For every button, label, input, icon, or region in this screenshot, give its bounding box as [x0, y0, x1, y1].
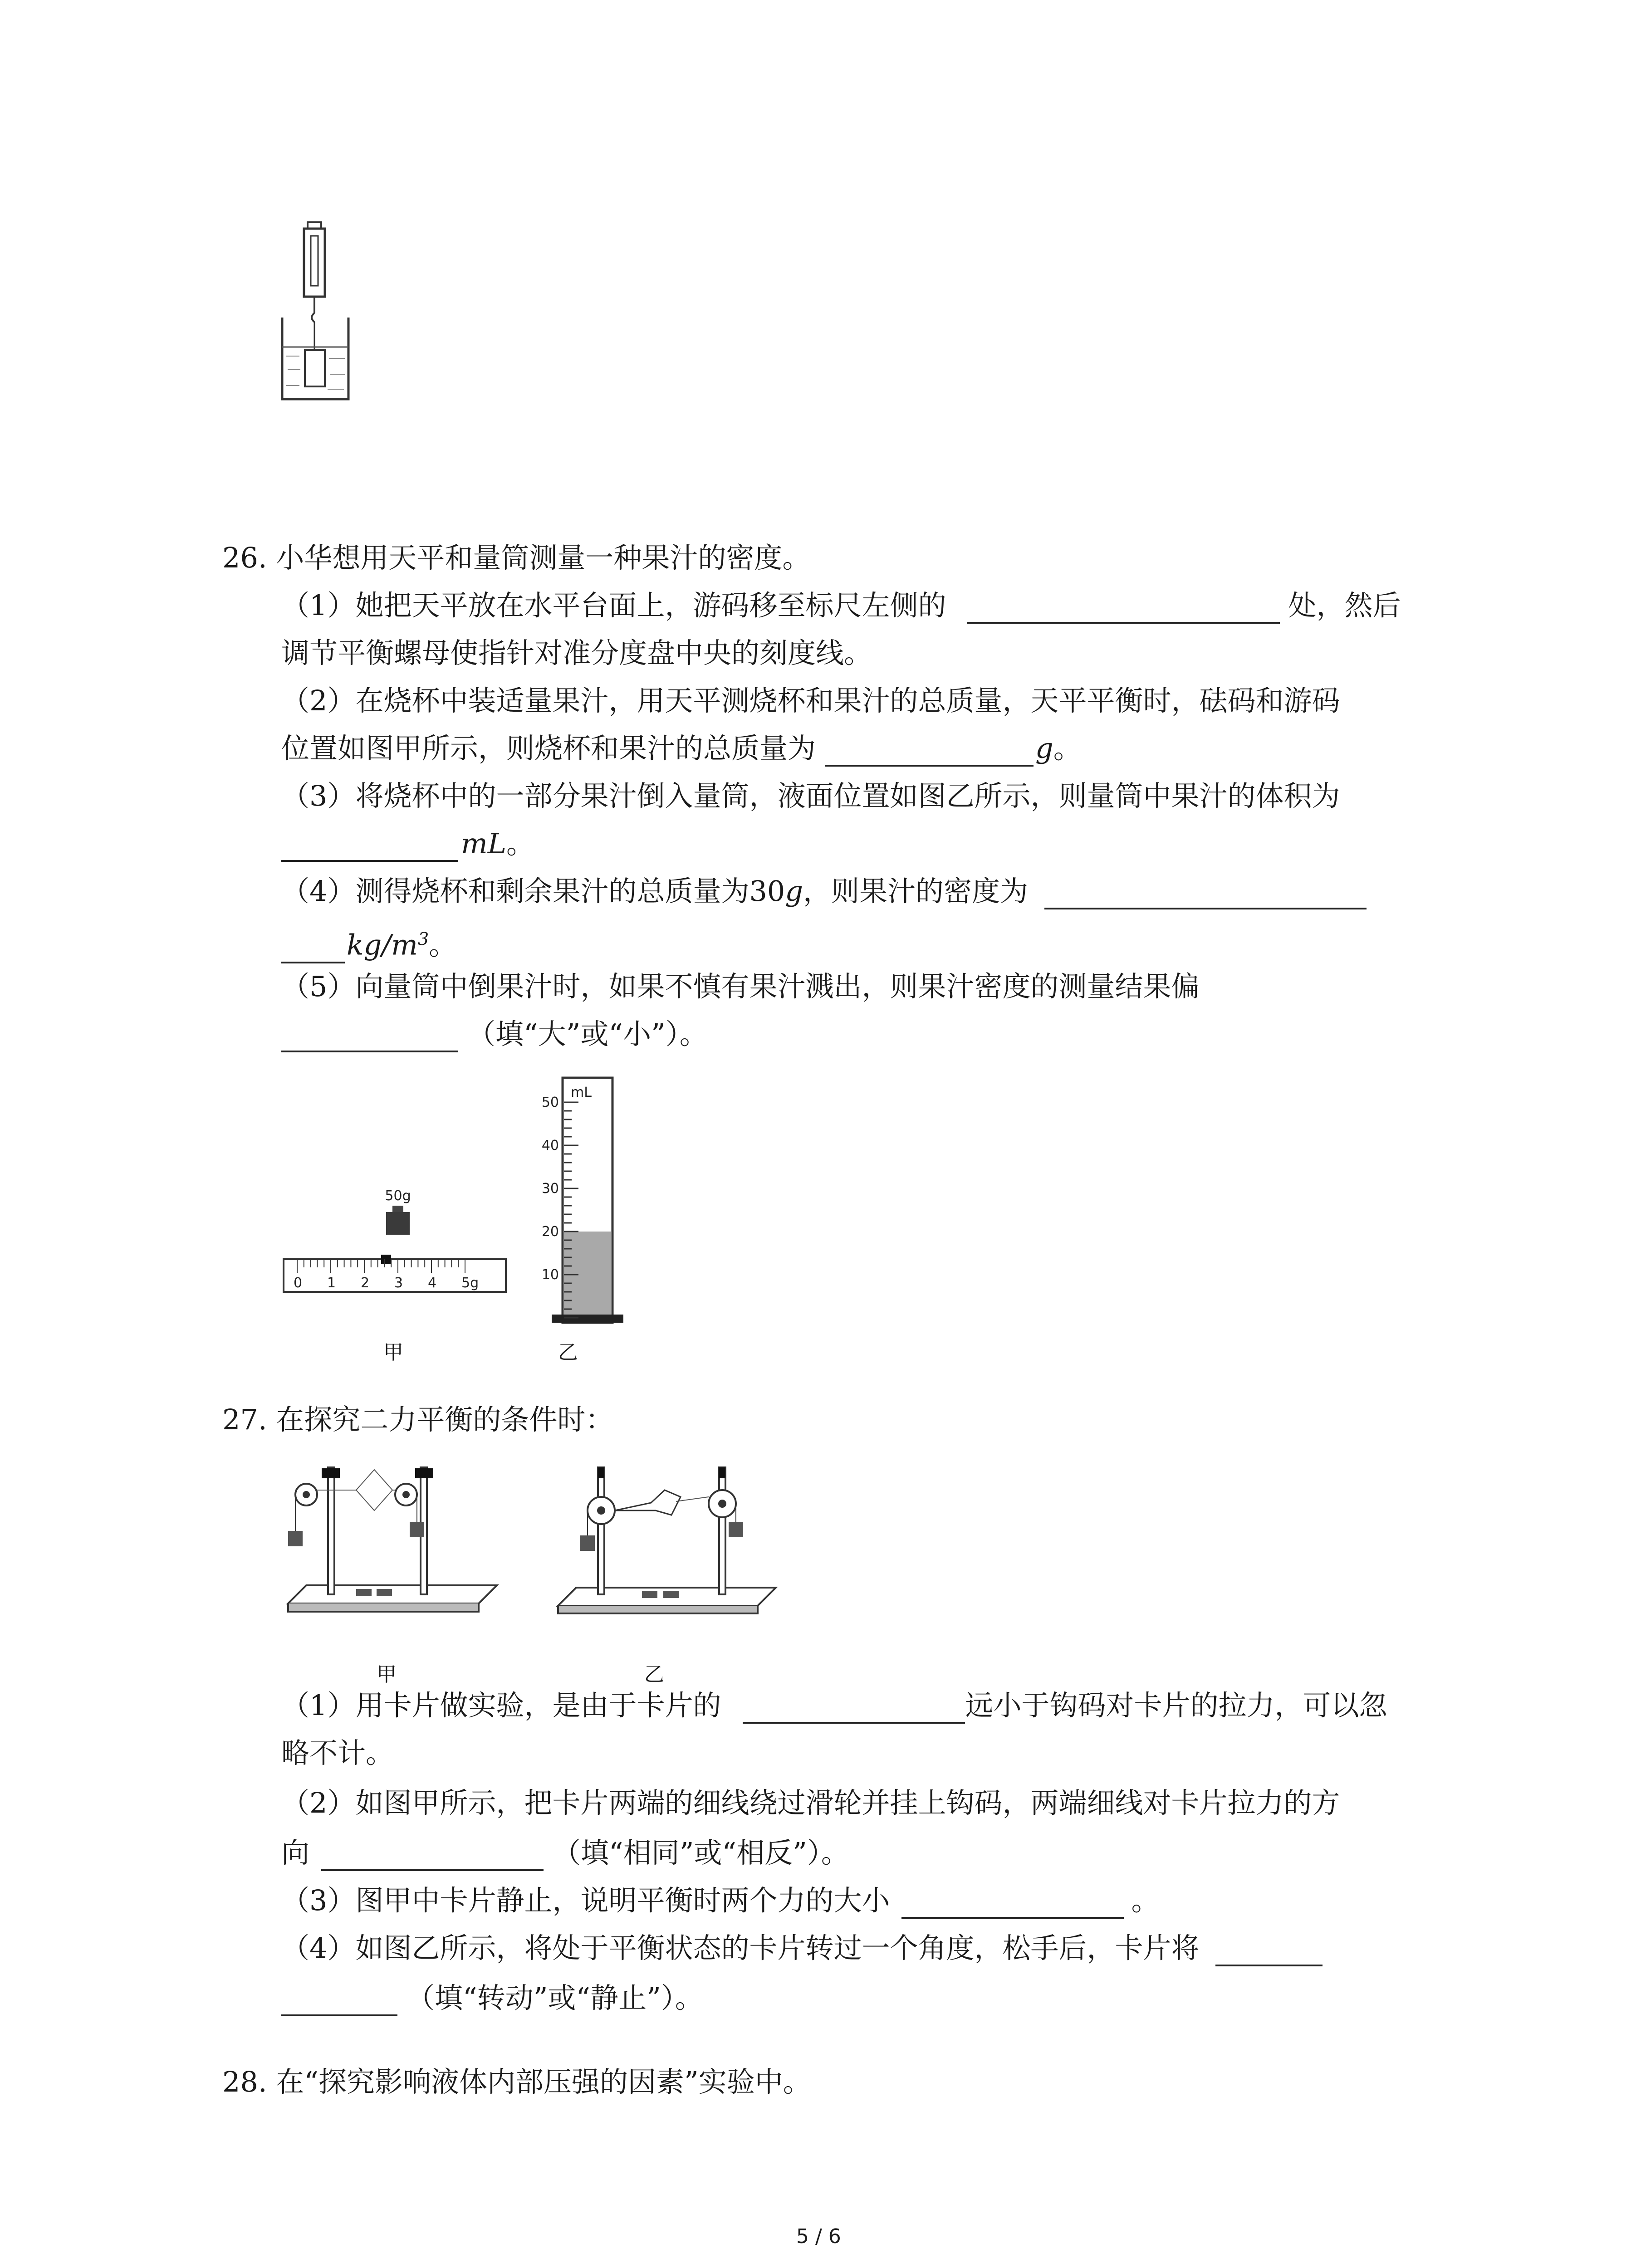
- q26-part2-line1: （2）在烧杯中装适量果汁，用天平测烧杯和果汁的总质量，天平平衡时，砝码和游码: [281, 684, 1340, 717]
- rider-scale-label: 5g: [461, 1275, 479, 1291]
- q28-stem: [222, 2064, 811, 2100]
- q27-answer-4-blank-cont[interactable]: [281, 1985, 397, 2016]
- q26-part1-line1: （1）她把天平放在水平台面上，游码移至标尺左侧的 处，然后: [281, 587, 1401, 624]
- q26-answer-5-blank[interactable]: [281, 1022, 458, 1052]
- cylinder-liquid: [564, 1232, 611, 1321]
- q27-figure-jia-caption: 甲: [377, 1663, 397, 1686]
- rider-scale-label: 2: [361, 1275, 370, 1291]
- rider-scale-label: 3: [394, 1275, 403, 1291]
- page-number: 5 / 6: [796, 2225, 841, 2248]
- q27-stem-text: 在探究二力平衡的条件时：: [276, 1403, 614, 1436]
- q27-stem: [222, 1402, 613, 1438]
- balance-scale-figure: [279, 1184, 515, 1320]
- q27-part3-line1: （3）图甲中卡片静止，说明平衡时两个力的大小 。: [281, 1882, 1159, 1919]
- q27-answer-4-blank[interactable]: [1215, 1936, 1323, 1966]
- q27-answer-2-blank[interactable]: [321, 1840, 544, 1871]
- q26-number: 26.: [222, 541, 267, 574]
- q26-part1-line2: 调节平衡螺母使指针对准分度盘中央的刻度线。: [281, 636, 872, 670]
- q27-answer-3-blank[interactable]: [901, 1888, 1124, 1919]
- q27-part4-line2: （填“转动”或“静止”）。: [281, 1980, 703, 2016]
- q26-part5-line1: （5）向量筒中倒果汁时，如果不慎有果汁溅出，则果汁密度的测量结果偏: [281, 970, 1200, 1003]
- q27-answer-1-blank[interactable]: [743, 1693, 965, 1724]
- q26-part3-line1: （3）将烧杯中的一部分果汁倒入量筒，液面位置如图乙所示，则量筒中果汁的体积为: [281, 779, 1340, 812]
- rider-scale-label: 0: [294, 1275, 303, 1291]
- q28-stem-text: 在“探究影响液体内部压强的因素”实验中。: [276, 2065, 811, 2098]
- cylinder-label: 10: [541, 1267, 559, 1283]
- q26-answer-4-blank[interactable]: [1044, 879, 1367, 909]
- weight-50g: [386, 1212, 410, 1235]
- two-force-apparatus-jia: [279, 1449, 501, 1653]
- q27-part4-line1: （4）如图乙所示，将处于平衡状态的卡片转过一个角度，松手后，卡片将: [281, 1930, 1323, 1966]
- two-force-apparatus-yi: [544, 1449, 780, 1653]
- q26-figure-jia-caption: 甲: [383, 1341, 403, 1364]
- weight-knob: [392, 1206, 403, 1212]
- q26-answer-2-blank[interactable]: [825, 736, 1034, 767]
- q27-part1-line1: （1）用卡片做实验，是由于卡片的 远小于钩码对卡片的拉力，可以忽: [281, 1687, 1387, 1724]
- q27-figure-yi-caption: 乙: [644, 1663, 664, 1686]
- graduated-cylinder-figure: [517, 1075, 626, 1329]
- cylinder-unit: mL: [571, 1085, 592, 1100]
- cylinder-label: 40: [541, 1138, 559, 1154]
- q26-answer-1-blank[interactable]: [967, 593, 1280, 624]
- cylinder-label: 30: [541, 1181, 559, 1197]
- cylinder-label: 20: [541, 1224, 559, 1240]
- q26-answer-4-blank-cont[interactable]: [281, 933, 345, 963]
- q27-part2-line1: （2）如图甲所示，把卡片两端的细线绕过滑轮并挂上钩码，两端细线对卡片拉力的方: [281, 1786, 1340, 1819]
- q27-part1-line2: 略不计。: [281, 1736, 394, 1769]
- q26-part4-line1: （4）测得烧杯和剩余果汁的总质量为30g，则果汁的密度为: [281, 873, 1367, 909]
- cylinder-labels: [542, 1095, 559, 1283]
- q26-part3-line2: mL。: [281, 826, 534, 862]
- q26-part2-line2: 位置如图甲所示，则烧杯和果汁的总质量为 g。: [281, 730, 1082, 767]
- q27-part2-line2: 向 （填“相同”或“相反”）。: [281, 1835, 849, 1871]
- cylinder-label: 50: [541, 1095, 559, 1110]
- q26-stem: [222, 540, 810, 576]
- q27-number: 27.: [222, 1403, 267, 1436]
- q28-number: 28.: [222, 2065, 267, 2098]
- weight-label: 50g: [385, 1188, 411, 1204]
- q26-stem-text: 小华想用天平和量筒测量一种果汁的密度。: [276, 541, 811, 574]
- q26-part4-line2: $kg/m^3$。: [281, 921, 457, 963]
- q26-answer-3-blank[interactable]: [281, 831, 458, 862]
- rider-scale-label: 1: [327, 1275, 336, 1291]
- rider: [381, 1255, 391, 1264]
- spring-scale-beaker-figure: [277, 218, 354, 408]
- rider-scale-label: 4: [428, 1275, 437, 1291]
- q26-part5-line2: （填“大”或“小”）。: [281, 1016, 708, 1052]
- q26-figure-yi-caption: 乙: [558, 1341, 578, 1364]
